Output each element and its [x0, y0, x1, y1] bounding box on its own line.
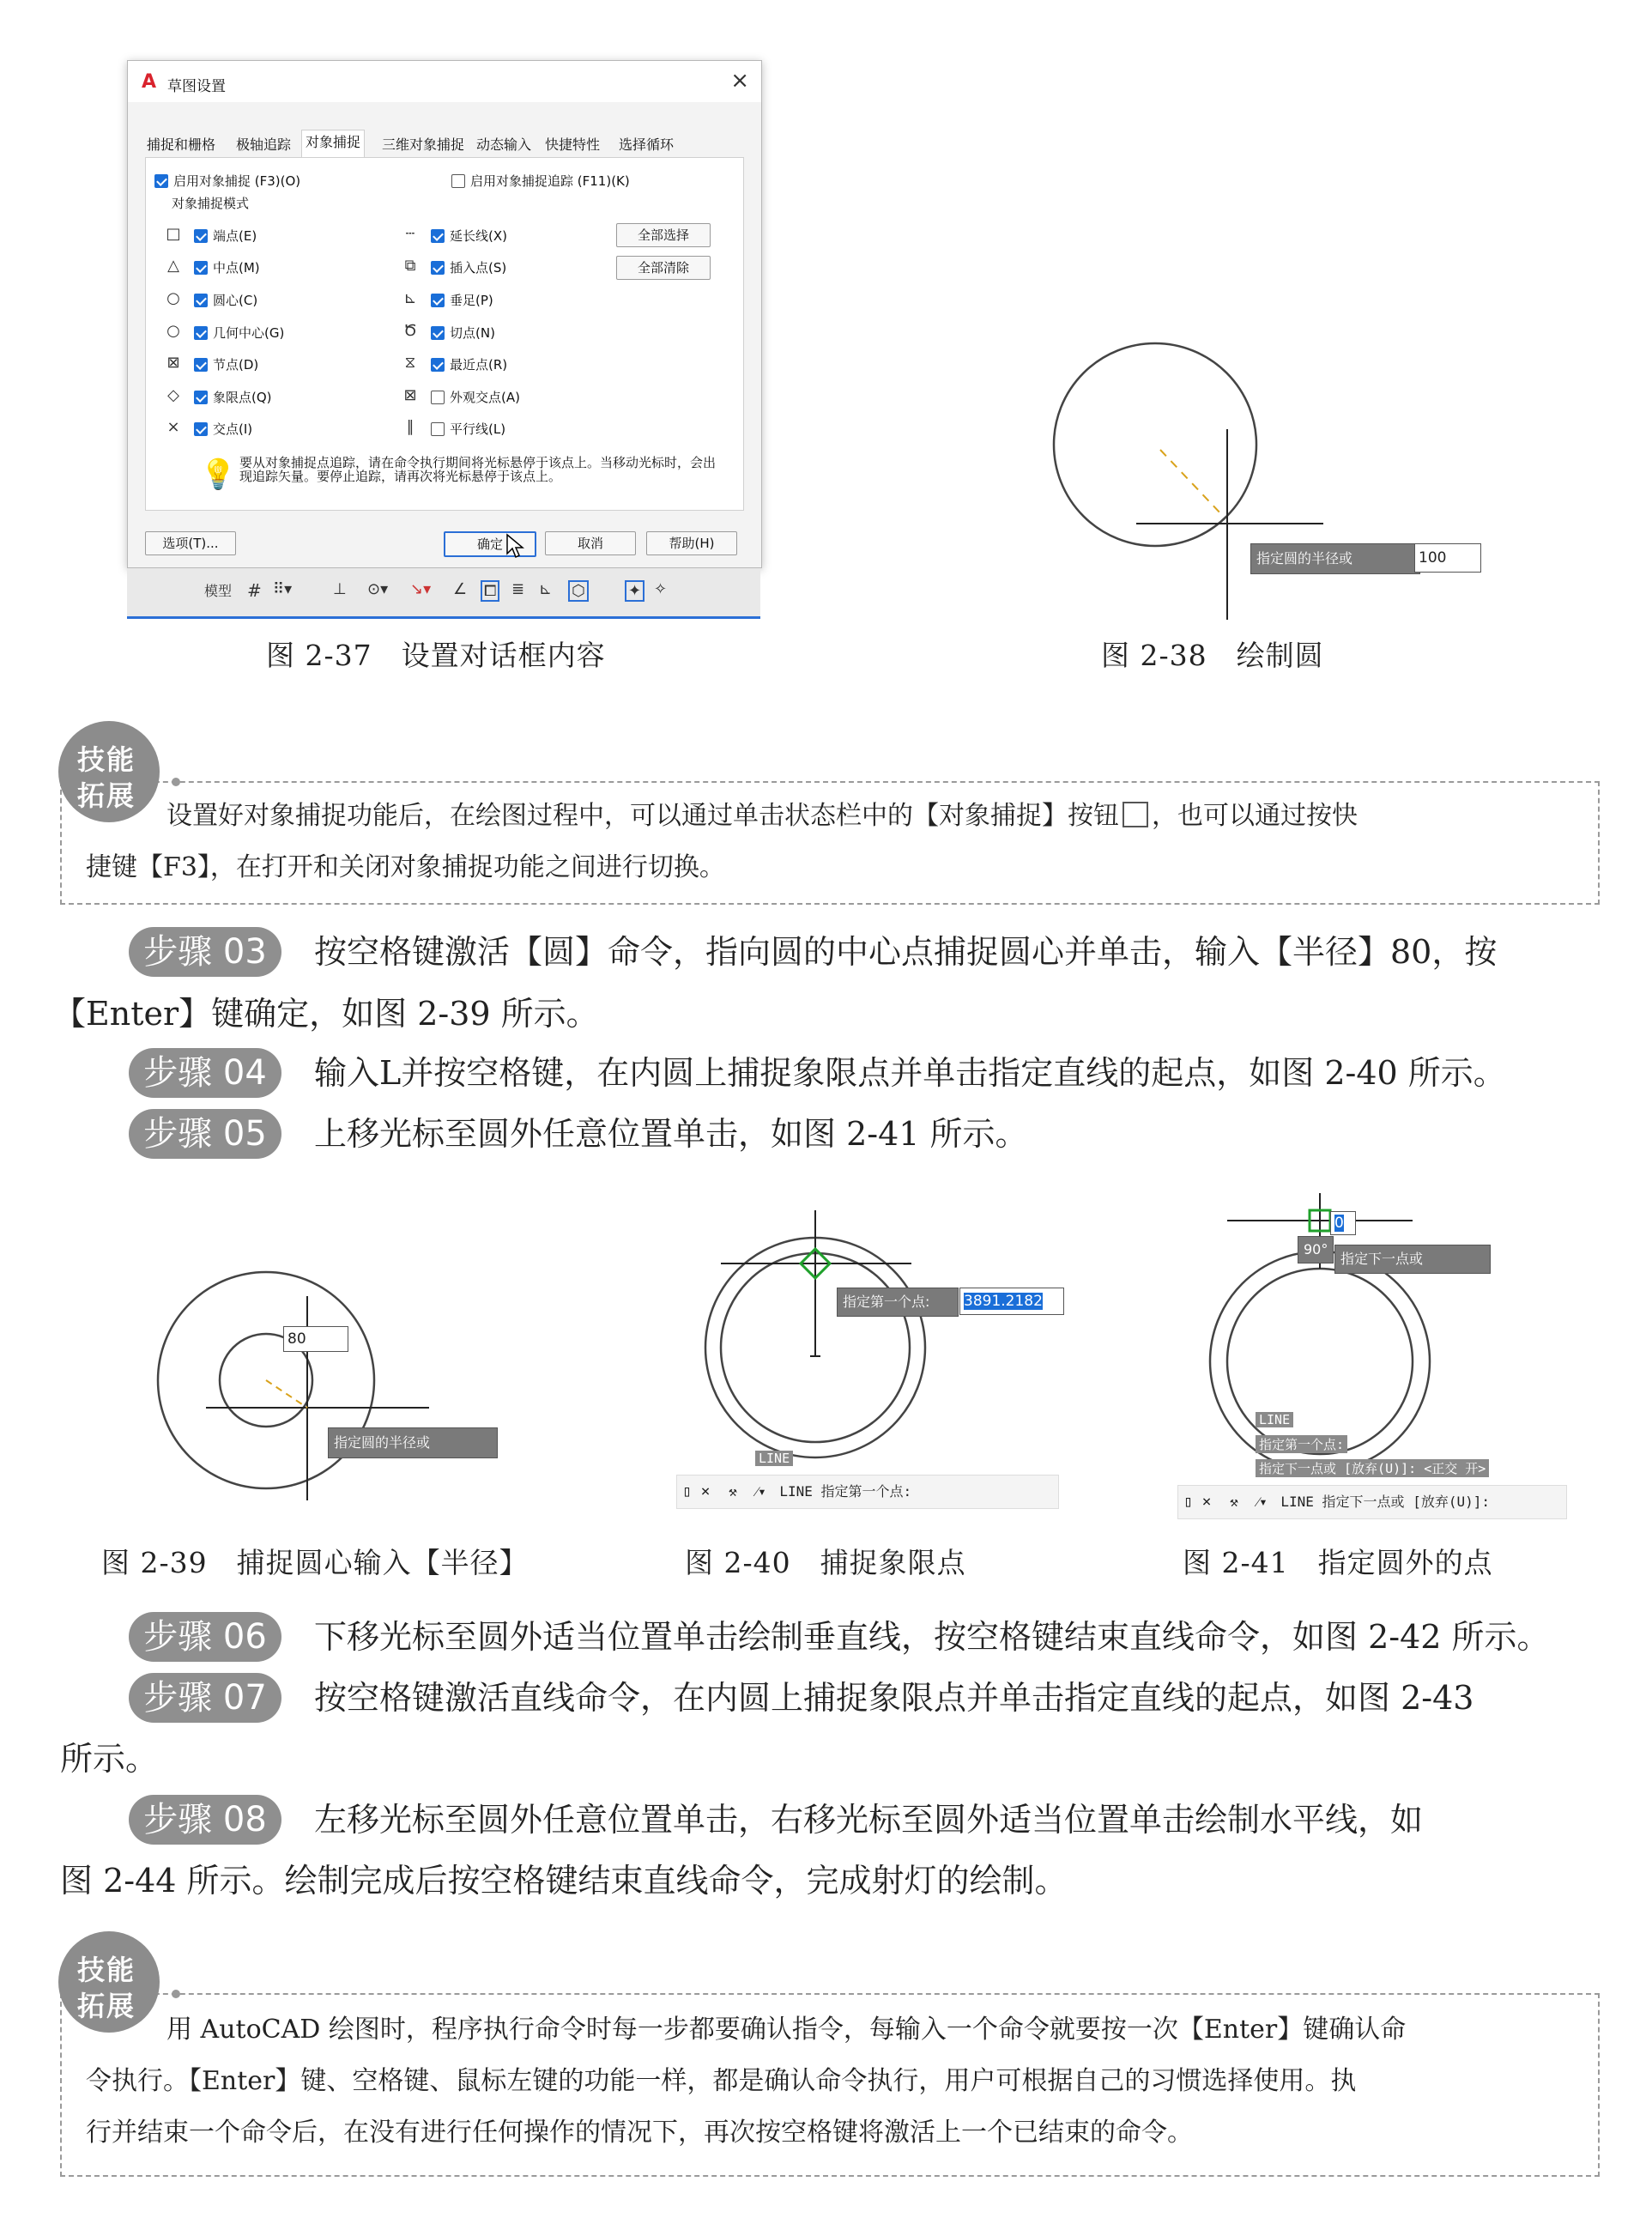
- step-08-line1: 左移光标至圆外任意位置单击，右移光标至圆外适当位置单击绘制水平线，如: [314, 1801, 1424, 1839]
- tip1-line2: 捷键【F3】，在打开和关闭对象捕捉功能之间进行切换。: [86, 852, 725, 882]
- history-line-1: 指定第一个点:: [1256, 1435, 1347, 1453]
- fig-2-41-drawing: [1184, 1193, 1579, 1476]
- step-05-line1: 上移光标至圆外任意位置单击，如图 2-41 所示。: [314, 1115, 1028, 1153]
- tangent-icon: Ծ: [403, 322, 417, 340]
- step-badge-06: 步骤 06: [129, 1612, 281, 1662]
- enable-osnap-checkbox[interactable]: 启用对象捕捉 (F3)(O): [154, 172, 300, 190]
- mode-endpoint[interactable]: 端点(E): [194, 227, 257, 245]
- options-button[interactable]: 选项(T)...: [145, 531, 236, 555]
- mode-insertion[interactable]: 插入点(S): [431, 258, 506, 276]
- fig-2-38-drawing: [1030, 326, 1510, 627]
- command-line-40[interactable]: ▯ × ⚒ ⁄▾ LINE 指定第一个点:: [676, 1475, 1059, 1509]
- tip1-line1: 设置好对象捕捉功能后，在绘图过程中，可以通过单击状态栏中的【对象捕捉】按钮 ，也可以通过按快: [166, 801, 1358, 831]
- tip2-line3: 行并结束一个命令后，在没有进行任何操作的情况下，再次按空格键将激活上一个已结束的命令。: [86, 2118, 1193, 2148]
- radius-input[interactable]: 100: [1414, 543, 1481, 573]
- wrench-icon[interactable]: ⚒: [729, 1483, 737, 1500]
- tip2-line2: 令执行。【Enter】键、空格键、鼠标左键的功能一样，都是确认命令执行，用户可根据自己的习惯选择使用。执: [86, 2066, 1357, 2096]
- mode-node[interactable]: 节点(D): [194, 355, 258, 373]
- dialog-title: 草图设置: [167, 78, 226, 95]
- endpoint-icon: □: [166, 225, 181, 243]
- grid-icon[interactable]: #: [247, 580, 262, 601]
- step-03-line1: 按空格键激活【圆】命令，指向圆的中心点捕捉圆心并单击，输入【半径】80，按: [314, 933, 1498, 971]
- first-point-prompt: 指定第一个点:: [837, 1288, 959, 1317]
- step-badge-05: 步骤 05: [129, 1109, 281, 1159]
- node-icon: ⊠: [166, 354, 180, 372]
- radius-80-input[interactable]: 80: [283, 1326, 348, 1352]
- caption-fig-2-38: 图 2-38 绘制圆: [1101, 639, 1324, 672]
- tab-osnap[interactable]: 对象捕捉: [301, 130, 365, 158]
- quadrant-icon: ◇: [167, 386, 179, 404]
- tab-selection-cycle[interactable]: 选择循环: [619, 136, 675, 153]
- step-03-line2: 【Enter】键确定，如图 2-39 所示。: [53, 995, 599, 1033]
- step-badge-03: 步骤 03: [129, 927, 281, 977]
- intersection-icon: ×: [166, 418, 180, 436]
- tab-quick-props[interactable]: 快捷特性: [545, 136, 601, 153]
- geo-center-icon: ○: [166, 322, 180, 340]
- 3d-icon[interactable]: ⬡: [568, 580, 589, 602]
- pencil-icon[interactable]: ⁄▾: [755, 1483, 766, 1500]
- mode-nearest[interactable]: 最近点(R): [431, 355, 507, 373]
- fig39-radius-prompt: 指定圆的半径或: [328, 1427, 498, 1458]
- mode-parallel[interactable]: 平行线(L): [431, 420, 505, 438]
- pencil-icon[interactable]: ⁄▾: [1256, 1494, 1268, 1510]
- mode-perpendicular[interactable]: 垂足(P): [431, 291, 493, 309]
- tip-badge-1: 技能 拓展: [58, 721, 160, 822]
- perpendicular-icon: ⊾: [403, 289, 417, 307]
- tab-polar[interactable]: 极轴追踪: [236, 136, 292, 153]
- mode-apparent-intersection[interactable]: 外观交点(A): [431, 388, 520, 406]
- midpoint-icon: △: [167, 257, 179, 275]
- isodraft-icon[interactable]: ↘▾: [410, 580, 432, 598]
- nearest-icon: ⧖: [404, 354, 416, 372]
- select-all-button[interactable]: 全部选择: [616, 223, 711, 247]
- step-07-line1: 按空格键激活直线命令，在内圆上捕捉象限点并单击指定直线的起点，如图 2-43: [314, 1679, 1474, 1717]
- apparent-intersection-icon: ⊠: [403, 386, 417, 404]
- tip2-line1: 用 AutoCAD 绘图时，程序执行命令时每一步都要确认指令，每输入一个命令就要按一次【Enter】键确认命: [166, 2015, 1407, 2045]
- line-badge-41: LINE: [1256, 1412, 1293, 1427]
- caption-fig-2-41: 图 2-41 指定圆外的点: [1183, 1546, 1493, 1579]
- angle-icon[interactable]: ∠: [453, 580, 468, 598]
- status-bar: [127, 568, 760, 619]
- tab-3d-osnap[interactable]: 三维对象捕捉: [382, 136, 465, 153]
- lightbulb-icon: 💡: [200, 458, 237, 492]
- step-08-line2: 图 2-44 所示。绘制完成后按空格键结束直线命令，完成射灯的绘制。: [60, 1862, 1068, 1900]
- fig-2-40-drawing: [687, 1202, 1081, 1485]
- dialog-titlebar: [128, 61, 761, 102]
- center-icon: ○: [166, 289, 180, 307]
- mode-midpoint[interactable]: 中点(M): [194, 258, 260, 276]
- command-line-41[interactable]: ▯ × ⚒ ⁄▾ LINE 指定下一点或 [放弃(U)]:: [1177, 1485, 1567, 1519]
- group-label: 对象捕捉模式: [172, 196, 250, 211]
- close-icon[interactable]: ▯ ×: [1183, 1493, 1212, 1511]
- caption-fig-2-40: 图 2-40 捕捉象限点: [685, 1546, 966, 1579]
- mode-geo-center[interactable]: 几何中心(G): [194, 324, 284, 342]
- cancel-button[interactable]: 取消: [545, 531, 636, 555]
- autocad-logo: A: [142, 71, 157, 93]
- osnap-button-icon: [1123, 802, 1148, 827]
- parallel-icon: ∥: [406, 418, 415, 436]
- line-badge-40: LINE: [755, 1451, 793, 1466]
- close-icon[interactable]: ▯ ×: [682, 1482, 711, 1500]
- step-badge-07: 步骤 07: [129, 1673, 281, 1723]
- mode-extension[interactable]: 延长线(X): [431, 227, 507, 245]
- help-button[interactable]: 帮助(H): [646, 531, 737, 555]
- close-icon[interactable]: ×: [730, 68, 749, 94]
- ortho-icon[interactable]: ⊥: [333, 580, 347, 598]
- step-04-line1: 输入L并按空格键，在内圆上捕捉象限点并单击指定直线的起点，如图 2-40 所示。: [314, 1054, 1506, 1092]
- wrench-icon[interactable]: ⚒: [1230, 1494, 1238, 1510]
- ok-button[interactable]: 确定: [444, 531, 536, 557]
- polar-icon[interactable]: ⊙▾: [367, 580, 389, 598]
- fig-2-39-drawing: [154, 1262, 515, 1519]
- hint-text: 要从对象捕捉点追踪，请在命令执行期间将光标悬停于该点上。当移动光标时，会出现追踪矢量。要停止追踪，请再次将光标悬停于该点上。: [239, 455, 717, 484]
- mode-quadrant[interactable]: 象限点(Q): [194, 388, 272, 406]
- clear-all-button[interactable]: 全部清除: [616, 256, 711, 280]
- caption-fig-2-37: 图 2-37 设置对话框内容: [266, 639, 606, 672]
- mode-center[interactable]: 圆心(C): [194, 291, 257, 309]
- first-point-input[interactable]: 3891.2182: [959, 1288, 1064, 1315]
- draft-settings-dialog: [127, 60, 762, 568]
- tip-dot-1: [172, 778, 180, 786]
- snap-icon[interactable]: ⠿▾: [273, 580, 293, 598]
- annotation-icon[interactable]: ✦: [625, 580, 644, 602]
- mode-tangent[interactable]: 切点(N): [431, 324, 495, 342]
- mode-intersection[interactable]: 交点(I): [194, 420, 252, 438]
- tab-snap-grid[interactable]: 捕捉和栅格: [147, 136, 216, 153]
- extension-icon: ┄: [405, 225, 415, 243]
- lineweight-icon[interactable]: ≣: [511, 580, 525, 598]
- caption-fig-2-39: 图 2-39 捕捉圆心输入【半径】: [101, 1546, 529, 1579]
- step-badge-08: 步骤 08: [129, 1795, 281, 1845]
- radius-prompt: 指定圆的半径或: [1250, 543, 1420, 574]
- insertion-icon: ⧉: [404, 257, 416, 275]
- history-line-2: 指定下一点或 [放弃(U)]: <正交 开>: [1256, 1459, 1489, 1477]
- model-tab[interactable]: 模型: [204, 583, 233, 599]
- cursor-icon: [505, 533, 524, 559]
- tab-dynamic-input[interactable]: 动态输入: [476, 136, 532, 153]
- next-point-prompt: 指定下一点或: [1334, 1245, 1491, 1274]
- angle-tip: 90°: [1298, 1236, 1334, 1263]
- enable-tracking-checkbox[interactable]: 启用对象捕捉追踪 (F11)(K): [451, 172, 630, 190]
- scale-icon[interactable]: ✧: [654, 580, 668, 598]
- next-point-input[interactable]: 0: [1330, 1211, 1356, 1235]
- osnap-icon[interactable]: ⧠: [481, 580, 499, 602]
- ucs-icon[interactable]: ⊾: [539, 580, 553, 598]
- step-badge-04: 步骤 04: [129, 1048, 281, 1098]
- tip-badge-2: 技能 拓展: [58, 1931, 160, 2033]
- tip-dot-2: [172, 1990, 180, 1998]
- step-07-line2: 所示。: [60, 1740, 159, 1778]
- step-06-line1: 下移光标至圆外适当位置单击绘制垂直线，按空格键结束直线命令，如图 2-42 所示。: [314, 1618, 1550, 1656]
